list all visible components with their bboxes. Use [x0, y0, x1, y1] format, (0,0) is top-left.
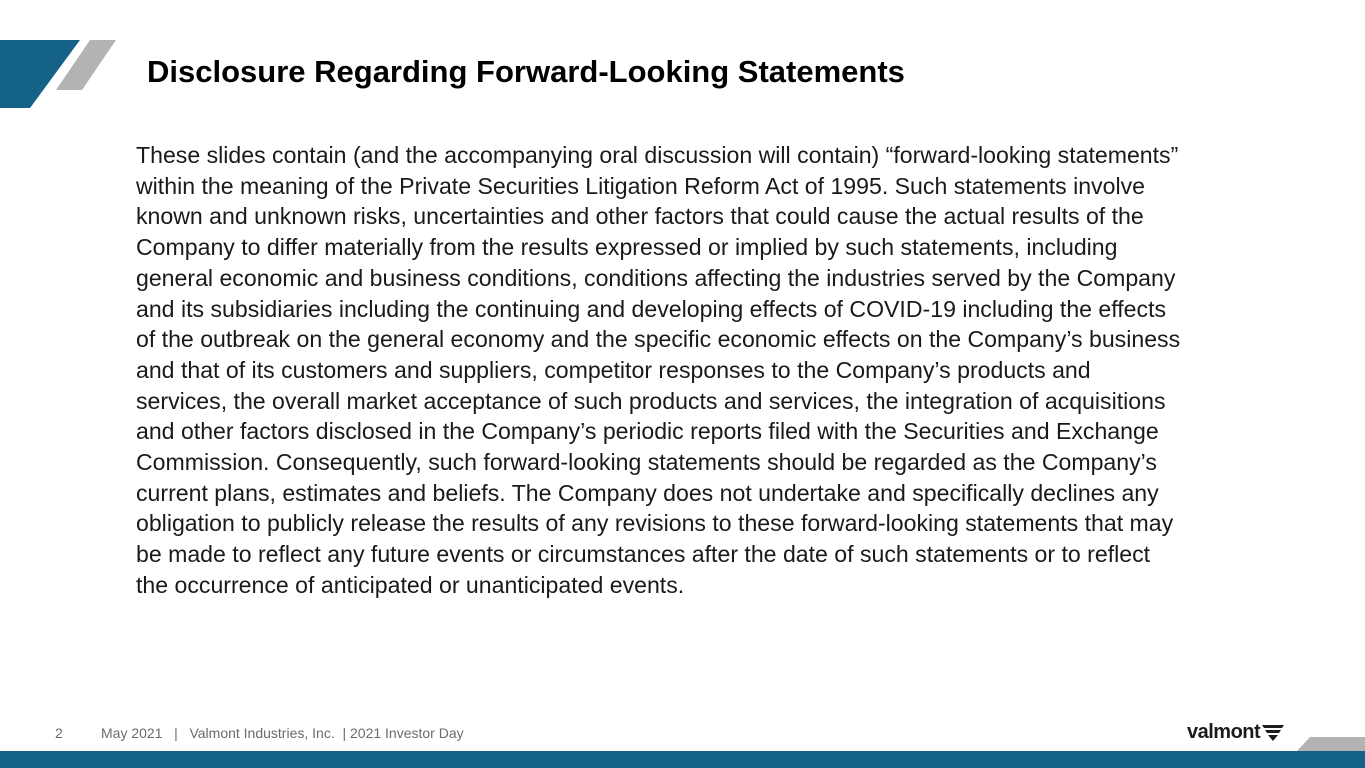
body-line: of the outbreak on the general economy and the specific economic effects on the Company’s business: [136, 326, 1181, 353]
body-line: Company to differ materially from the results expressed or implied by such statements, including: [136, 234, 1118, 261]
body-line: the occurrence of anticipated or unanticipated events.: [136, 571, 685, 598]
body-line: obligation to publicly release the results of any revisions to these forward-looking statements that may: [136, 510, 1174, 537]
body-line: current plans, estimates and beliefs. The Company does not undertake and specifically declines any: [136, 479, 1159, 506]
body-line: These slides contain (and the accompanying oral discussion will contain) “forward-looking statements”: [136, 142, 1179, 168]
body-line: general economic and business conditions, conditions affecting the industries served by the Company: [136, 264, 1176, 291]
bottom-gray-stripe-shape: [1297, 737, 1365, 751]
corner-stripes-decoration: [0, 0, 120, 110]
body-line: and its subsidiaries including the continuing and developing effects of COVID-19 including the effects: [136, 295, 1167, 322]
footer-caption: May 2021 | Valmont Industries, Inc. | 2021 Investor Day: [101, 725, 464, 741]
valmont-v-mark-icon: [1262, 723, 1284, 741]
page-number: 2: [55, 725, 63, 741]
body-line: and that of its customers and suppliers, competitor responses to the Company’s products and: [136, 356, 1091, 383]
body-line: known and unknown risks, uncertainties and other factors that could cause the actual results of the: [136, 203, 1144, 230]
body-line: and other factors disclosed in the Company’s periodic reports filed with the Securities and Exchange: [136, 418, 1159, 445]
logo-wordmark: valmont: [1187, 720, 1261, 743]
body-line: services, the overall market acceptance of such products and services, the integration of acquisitions: [136, 387, 1166, 414]
bottom-brand-bar: [0, 751, 1365, 768]
valmont-logo: [1187, 718, 1284, 746]
disclosure-paragraph: [136, 140, 1301, 601]
slide-footer: [0, 720, 1365, 743]
body-line: be made to reflect any future events or circumstances after the date of such statements or to reflect: [136, 541, 1151, 568]
body-line: Commission. Consequently, such forward-looking statements should be regarded as the Company’s: [136, 449, 1157, 476]
slide-title: Disclosure Regarding Forward-Looking Statements: [147, 54, 905, 89]
body-line: within the meaning of the Private Securities Litigation Reform Act of 1995. Such statements involve: [136, 172, 1145, 199]
